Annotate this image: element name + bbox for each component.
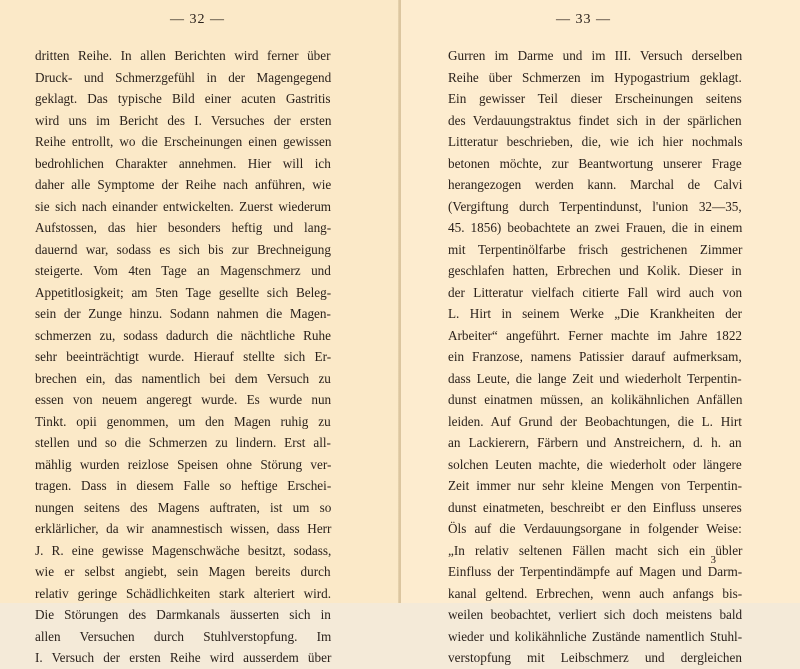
- text-line: allen Versuchen durch Stuhlverstopfung. Im: [35, 628, 332, 644]
- body-text: [35, 45, 331, 669]
- right-page: [401, 0, 800, 665]
- text-line: geschlafen hatten, Erbrechen und Kolik. Dieser in: [448, 263, 742, 278]
- text-line: betonen möchte, zur Beantwortung unserer Frage: [448, 155, 742, 171]
- text-line: leiden. Auf Grund der Beobachtungen, die L. Hirt: [448, 413, 742, 429]
- text-line: steigerte. Vom 4ten Tage an Magenschmerz und: [35, 263, 331, 278]
- text-line: Die Störungen des Darmkanals äusserten sich in: [35, 607, 331, 622]
- text-line: dass Leute, die lange Zeit und wiederholt Terpentin-: [448, 370, 742, 386]
- text-line: schmerzen zu, sodass dadurch die nächtliche Ruhe: [35, 327, 331, 343]
- text-line: solchen Leuten machte, die wiederholt oder längere: [448, 456, 742, 472]
- text-line: geklagt. Das typische Bild einer acuten Gastritis: [35, 91, 331, 106]
- text-line: Gurren im Darme und im III. Versuch derselben: [448, 48, 743, 63]
- text-line: kanal geltend. Erbrechen, wenn auch anfangs bis-: [448, 585, 743, 601]
- text-line: an Lackierern, Färbern und Anstreichern, d. h. an: [448, 435, 742, 450]
- text-line: Einfluss der Terpentindämpfe auf Magen und Darm-: [448, 564, 743, 579]
- page-number: — 32 —: [170, 12, 225, 27]
- text-line: essen von neuem angeregt wurde. Es wurde nun: [35, 392, 332, 407]
- text-line: Arbeiter“ angeführt. Ferner machte im Jahre 1822: [448, 327, 743, 343]
- text-line: herangezogen werden kann. Marchal de Calvi: [448, 177, 743, 192]
- text-line: (Vergiftung durch Terpentindunst, l'union 32—35,: [448, 198, 742, 214]
- text-line: 45. 1856) beobachtete an zwei Frauen, die in einem: [448, 220, 743, 235]
- text-line: I. Versuch der ersten Reihe wird ausserdem über: [35, 650, 332, 665]
- page-number: — 33 —: [556, 12, 611, 27]
- text-line: Öls auf die Verdauungsorgane in folgender Weise:: [448, 521, 742, 536]
- text-line: Reihe entrollt, wo die Erscheinungen einen gewissen: [35, 134, 332, 149]
- text-line: wie er selbst angiebt, sein Magen bereits durch: [35, 564, 331, 579]
- text-line: dauernd war, sodass es sich bis zur Brechneigung: [35, 241, 331, 257]
- text-line: relativ geringe Schädlichkeiten stark alteriert wird.: [35, 585, 332, 601]
- text-line: Zeit immer nur sehr kleine Mengen von Terpentin-: [448, 478, 742, 493]
- text-line: daher alle Symptome der Reihe nach anführen, wie: [35, 177, 332, 192]
- text-line: Litteratur beschrieben, die, wie ich hier nochmals: [448, 134, 743, 149]
- left-page: [0, 0, 399, 665]
- text-line: stellen und so die Schmerzen zu lindern. Erst all-: [35, 435, 331, 450]
- text-line: weilen beobachtet, verliert sich doch meistens bald: [448, 607, 743, 622]
- text-line: Tinkt. opii genommen, um den Magen ruhig zu: [35, 413, 331, 429]
- text-line: bedrohlichen Charakter annehmen. Hier will ich: [35, 155, 331, 171]
- text-line: Reihe über Schmerzen im Hypogastrium geklagt.: [448, 69, 742, 85]
- text-line: des Verdauungstraktus findet sich in der spärlichen: [448, 112, 742, 128]
- text-line: ein Franzose, namens Patissier darauf aufmerksam,: [448, 349, 742, 364]
- text-line: L. Hirt in seinem Werke „Die Krankheiten der: [448, 306, 743, 321]
- text-line: nungen seitens des Magens auftraten, ist um so: [35, 499, 332, 515]
- body-text: [448, 45, 742, 669]
- text-line: Aufstossen, das hier besonders heftig und lang-: [35, 220, 332, 235]
- text-line: dritten Reihe. In allen Berichten wird ferner über: [35, 48, 331, 63]
- text-line: der Litteratur vielfach citierte Fall wird auch von: [448, 284, 743, 300]
- text-line: Ein gewisser Teil dieser Erscheinungen seitens: [448, 91, 742, 106]
- text-line: mählig wurden reizlose Speisen ohne Störung ver-: [35, 456, 332, 472]
- text-line: sein der Zunge hinzu. Sodann nahmen die Magen-: [35, 306, 331, 321]
- text-line: Appetitlosigkeit; am 5ten Tage gesellte sich Beleg-: [35, 284, 332, 300]
- text-line: erklärlicher, da wir anamnestisch wissen, dass Herr: [35, 521, 332, 536]
- text-line: dunst einatmeten, beschreibt er den Einfluss unseres: [448, 499, 742, 515]
- text-line: „In relativ seltenen Fällen macht sich ein übler: [448, 542, 743, 558]
- text-line: brechen ein, das namentlich bei dem Versuch zu: [35, 370, 331, 386]
- text-line: verstopfung mit Leibschmerz und dergleichen: [448, 650, 742, 665]
- text-line: sie sich nach einander entwickelten. Zuerst wiederum: [35, 198, 332, 214]
- text-line: J. R. eine gewisse Magenschwäche besitzt, sodass,: [35, 542, 332, 558]
- text-line: tragen. Dass in diesem Falle so heftige Erschei-: [35, 478, 332, 493]
- signature-mark: 3: [710, 554, 716, 566]
- text-line: dunst einatmen müssen, an kolikähnlichen Anfällen: [448, 392, 743, 407]
- text-line: sehr beeinträchtigt wurde. Hierauf stellte sich Er-: [35, 349, 332, 364]
- text-line: wird uns im Bericht des I. Versuches der ersten: [35, 112, 332, 128]
- text-line: wieder und kolikähnliche Zustände namentlich Stuhl-: [448, 628, 743, 644]
- text-line: mit Terpentinölfarbe frisch gestrichenen Zimmer: [448, 241, 743, 257]
- text-line: Druck- und Schmerzgefühl in der Magengegend: [35, 69, 332, 85]
